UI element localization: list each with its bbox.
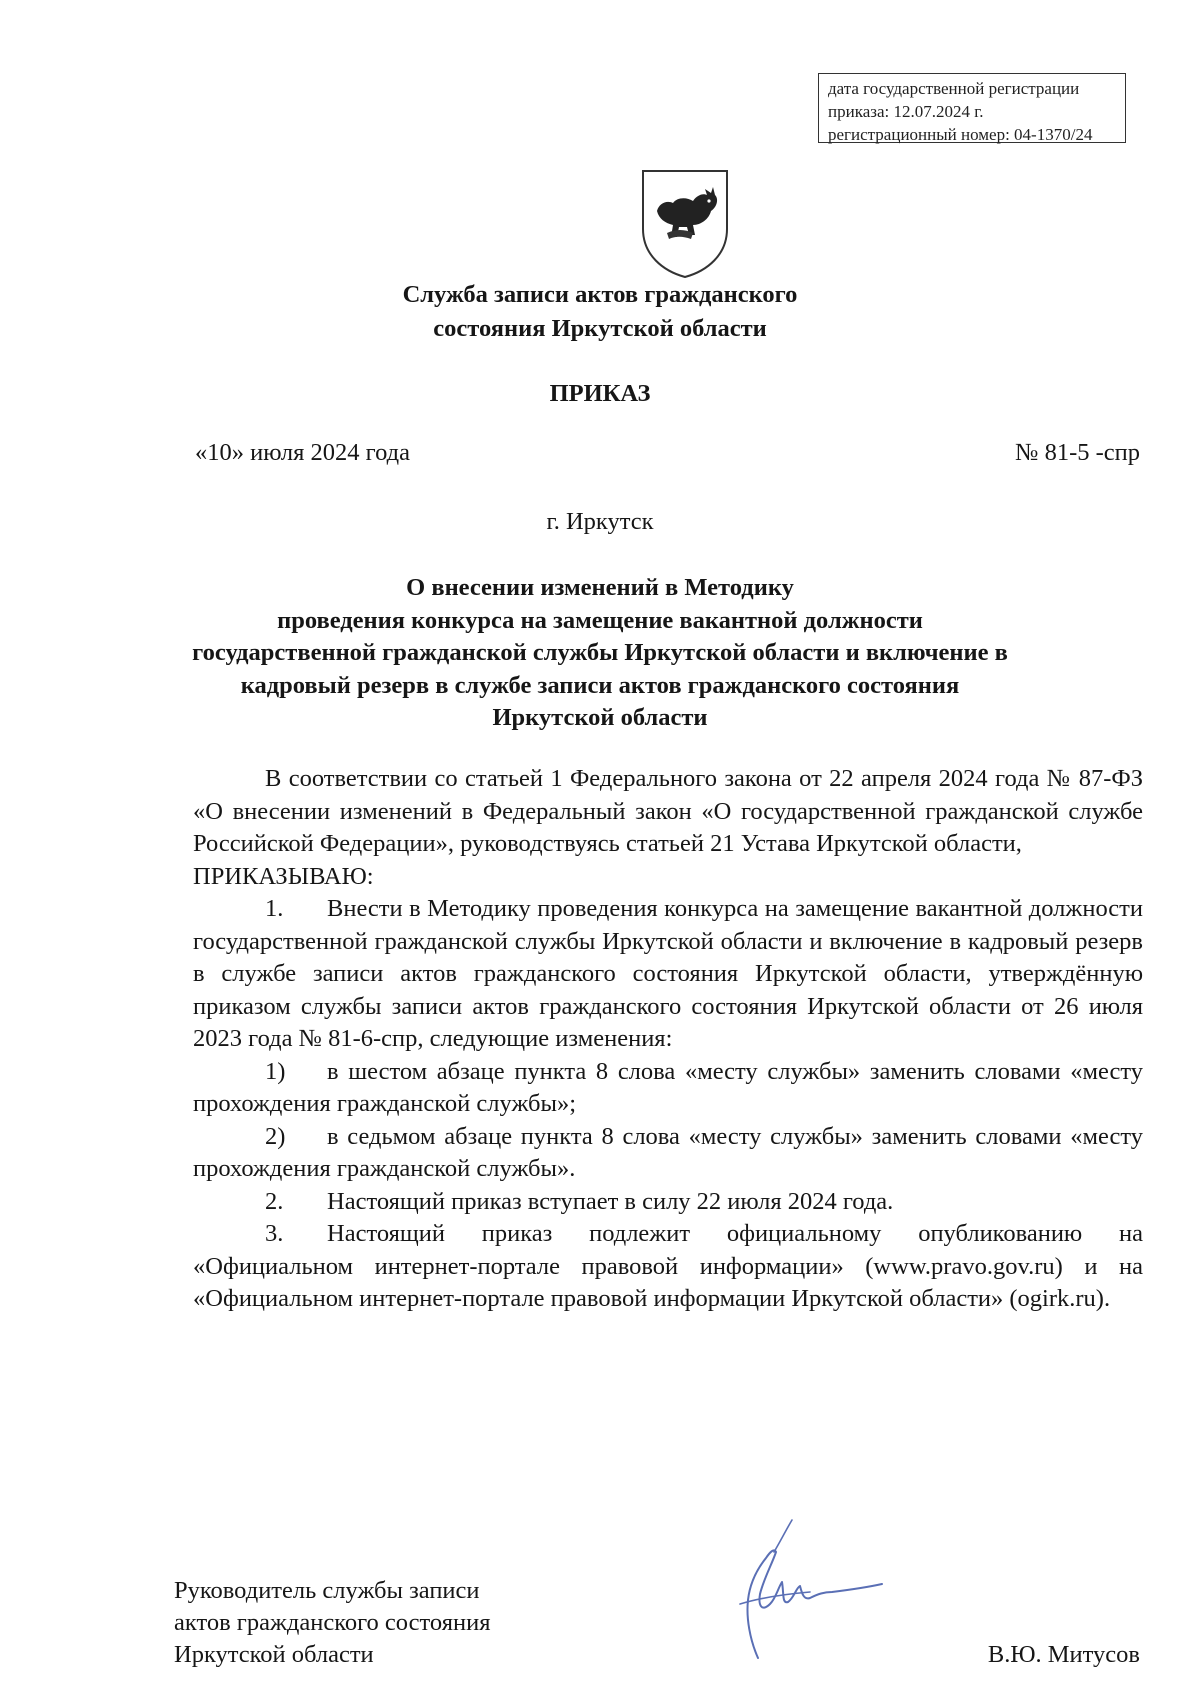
signatory-position-line: актов гражданского состояния	[174, 1609, 491, 1636]
document-title	[0, 572, 1200, 735]
order-directive: ПРИКАЗЫВАЮ:	[193, 862, 374, 890]
preamble-paragraph: В соответствии со статьей 1 Федерального закона от 22 апреля 2024 года № 87-ФЗ «О внесении изменений в Федеральный закон «О государственной гражданской службе Российской Федерации», руководствуясь статьей 21 Устава Иркутской области,	[193, 765, 1143, 857]
signatory-position	[174, 1575, 490, 1671]
order-item-text: в шестом абзаце пункта 8 слова «месту службы» заменить словами «месту прохождения гражданской службы»;	[193, 1057, 1143, 1117]
order-item-text: Настоящий приказ вступает в силу 22 июля 2024 года.	[327, 1187, 894, 1215]
organization-name	[0, 278, 1200, 346]
order-item-number: 2.	[265, 1187, 284, 1215]
title-line: проведения конкурса на замещение вакантной должности	[277, 606, 923, 634]
title-line: государственной гражданской службы Иркутской области и включение в	[192, 639, 1008, 666]
order-subitem	[193, 1121, 1143, 1186]
document-date: «10» июля 2024 года	[195, 439, 410, 466]
registration-stamp-line: дата государственной регистрации	[828, 79, 1080, 98]
registration-stamp-line: приказа: 12.07.2024 г.	[828, 102, 984, 121]
order-item-number: 1.	[265, 895, 284, 922]
order-subitem	[193, 1056, 1143, 1121]
title-line: О внесении изменений в Методику	[406, 574, 794, 601]
title-line: кадровый резерв в службе записи актов гражданского состояния	[240, 671, 960, 699]
irkutsk-coat-of-arms-icon	[637, 167, 733, 279]
organization-name-line: состояния Иркутской области	[433, 315, 767, 342]
order-item-number: 2)	[265, 1122, 286, 1150]
document-body	[193, 763, 1143, 1316]
order-item-number: 3.	[265, 1220, 284, 1247]
handwritten-signature	[700, 1508, 890, 1668]
signatory-position-line: Иркутской области	[174, 1641, 374, 1668]
order-item-text: в седьмом абзаце пункта 8 слова «месту службы» заменить словами «месту прохождения гражданской службы».	[193, 1122, 1143, 1182]
title-line: Иркутской области	[492, 704, 708, 731]
registration-stamp	[818, 73, 1126, 143]
document-type: ПРИКАЗ	[549, 380, 651, 407]
order-item-number: 1)	[265, 1057, 286, 1085]
document-number: № 81-5 -спр	[1015, 439, 1140, 466]
organization-name-line: Служба записи актов гражданского	[402, 281, 798, 308]
order-item-text: Внести в Методику проведения конкурса на замещение вакантной должности государственной гражданской службы Иркутской области и включение в кадровый резерв в службе записи актов гражданского состояния Иркутской области, утверждённую приказом службы записи актов гражданского состояния Иркутской области от 26 июля 2023 года № 81-6-спр, следующие изменения:	[193, 895, 1143, 1052]
document-city: г. Иркутск	[546, 508, 654, 535]
signatory-position-line: Руководитель службы записи	[174, 1577, 480, 1604]
order-item-text: Настоящий приказ подлежит официальному опубликованию на «Официальном интернет-портале правовой информации» (www.pravo.gov.ru) и на «Официальном интернет-портале правовой информации Иркутской области» (ogirk.ru).	[193, 1220, 1143, 1312]
signatory-name: В.Ю. Митусов	[987, 1641, 1140, 1668]
registration-stamp-line: регистрационный номер: 04-1370/24	[828, 125, 1093, 144]
order-item	[193, 1218, 1143, 1316]
order-item	[193, 1186, 1143, 1219]
order-item	[193, 893, 1143, 1056]
